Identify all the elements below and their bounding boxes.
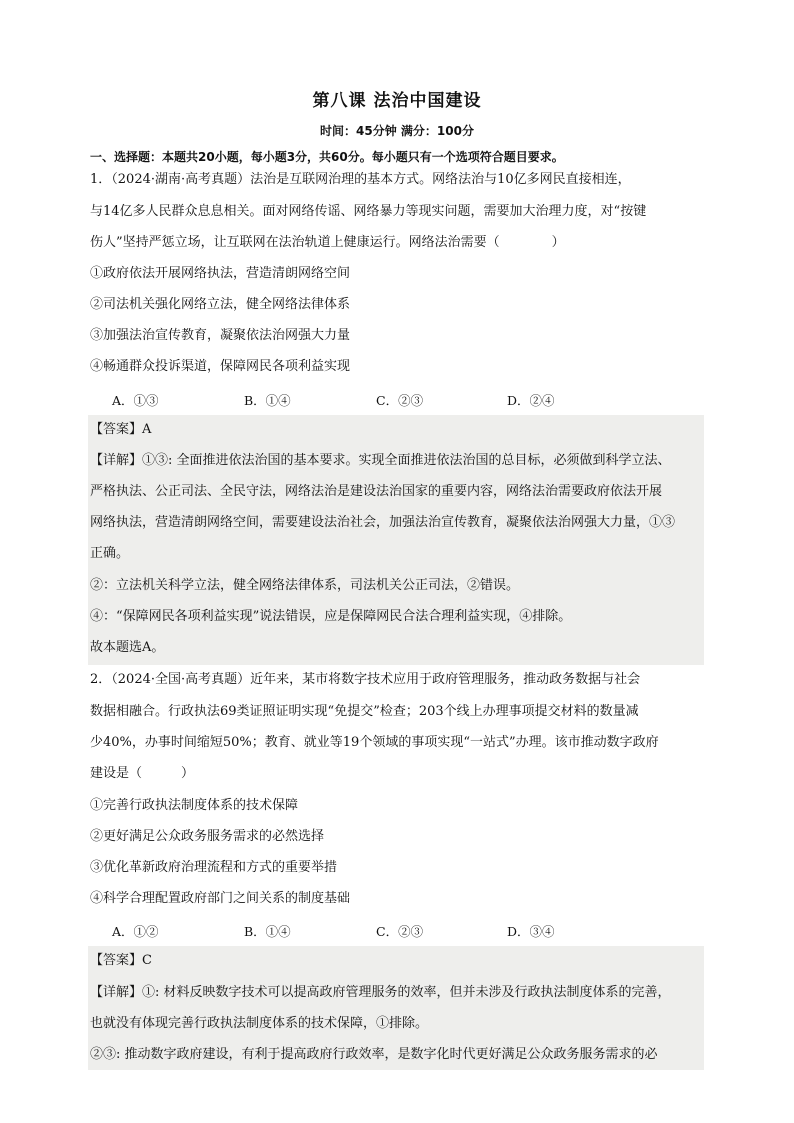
statement-item: ①政府依法开展网络执法，营造清朗网络空间 xyxy=(90,266,351,281)
option-b: B．①④ xyxy=(244,393,291,408)
question-stem-line: 1．（2024·湖南·高考真题）法治是互联网治理的基本方式。网络法治与10亿多网民直接相连， xyxy=(90,172,631,187)
option-c: C．②③ xyxy=(376,393,424,408)
option-d: D．③④ xyxy=(507,924,555,939)
explanation-line: 故本题选A。 xyxy=(90,640,165,655)
statement-item: ②司法机关强化网络立法，健全网络法律体系 xyxy=(90,297,351,312)
option-d: D．②④ xyxy=(507,393,555,408)
explanation-line: ④：“保障网民各项利益实现”说法错误，应是保障网民合法合理利益实现，④排除。 xyxy=(90,609,572,624)
explanation-line: 【详解】①③: 全面推进依法治国的基本要求。实现全面推进依法治国的总目标，必须做到科学立法、 xyxy=(90,453,671,468)
question-stem-line: 2．（2024·全国·高考真题）近年来，某市将数字技术应用于政府管理服务，推动政务数据与社会 xyxy=(90,672,641,687)
statement-item: ①完善行政执法制度体系的技术保障 xyxy=(90,798,299,813)
option-b: B．①④ xyxy=(244,924,291,939)
option-c: C．②③ xyxy=(376,924,424,939)
question-stem-line: 与14亿多人民群众息息相关。面对网络传谣、网络暴力等现实问题，需要加大治理力度，对“按键 xyxy=(90,204,647,219)
explanation-line: 严格执法、公正司法、全民守法，网络法治是建设法治国家的重要内容，网络法治需要政府依法开展 xyxy=(90,484,663,499)
explanation-line: 网络执法，营造清朗网络空间，需要建设法治社会，加强法治宣传教育，凝聚依法治网强大力量，①③ xyxy=(90,515,676,530)
answer-label: 【答案】C xyxy=(90,953,152,968)
statement-item: ②更好满足公众政务服务需求的必然选择 xyxy=(90,829,325,844)
explanation-line: ②③: 推动数字政府建设，有利于提高政府行政效率，是数字化时代更好满足公众政务服务需求的必 xyxy=(90,1047,658,1062)
statement-item: ③优化革新政府治理流程和方式的重要举措 xyxy=(90,860,338,875)
page-title: 第八课 法治中国建设 xyxy=(312,91,482,111)
statement-item: ④畅通群众投诉渠道，保障网民各项利益实现 xyxy=(90,359,351,374)
option-a: A．①③ xyxy=(112,393,159,408)
question-stem-line: 数据相融合。行政执法69类证照证明实现“免提交”检查；203个线上办理事项提交材料的数量减 xyxy=(90,704,639,719)
question-stem-line: 少40%，办事时间缩短50%；教育、就业等19个领域的事项实现“一站式”办理。该市推动数字政府 xyxy=(90,735,659,750)
question-stem-line: 伤人”坚持严惩立场，让互联网在法治轨道上健康运行。网络法治需要（ ） xyxy=(90,235,565,250)
explanation-line: ②：立法机关科学立法，健全网络法律体系，司法机关公正司法，②错误。 xyxy=(90,578,520,593)
section-heading: 一、选择题：本题共20小题，每小题3分，共60分。每小题只有一个选项符合题目要求。 xyxy=(90,150,564,164)
option-a: A．①② xyxy=(112,924,159,939)
exam-info: 时间：45分钟 满分：100分 xyxy=(320,124,474,138)
answer-label: 【答案】A xyxy=(90,422,152,437)
statement-item: ③加强法治宣传教育，凝聚依法治网强大力量 xyxy=(90,328,351,343)
question-stem-line: 建设是（ ） xyxy=(90,766,195,781)
statement-item: ④科学合理配置政府部门之间关系的制度基础 xyxy=(90,891,351,906)
explanation-line: 也就没有体现完善行政执法制度体系的技术保障，①排除。 xyxy=(90,1016,429,1031)
explanation-line: 正确。 xyxy=(90,546,130,561)
explanation-line: 【详解】①: 材料反映数字技术可以提高政府管理服务的效率，但并未涉及行政执法制度体系的完善， xyxy=(90,985,671,1000)
